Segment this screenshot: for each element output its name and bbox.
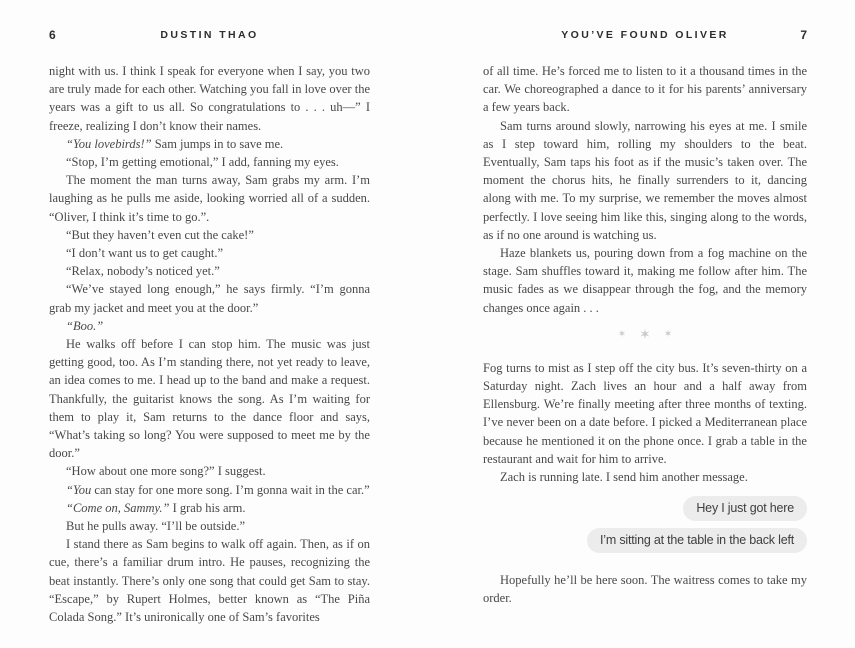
text-run: “I don’t want us to get caught.”	[66, 246, 224, 261]
paragraph	[483, 571, 807, 607]
paragraph	[483, 359, 807, 468]
scene-break-star-icon: ✶	[617, 328, 627, 340]
paragraph	[49, 62, 370, 135]
running-head: DUSTIN THAO	[160, 29, 259, 41]
paragraph	[49, 226, 370, 244]
text-run: of all time. He’s forced me to listen to it a thousand times in the car. We choreographed a dance to it for his parents’ anniversary a few years back.	[483, 64, 807, 115]
paragraph	[49, 280, 370, 316]
scene-break-star-icon: ✶	[663, 328, 673, 340]
italic-text-run: “Boo.”	[66, 318, 104, 333]
paragraph	[49, 262, 370, 280]
paragraph	[49, 535, 370, 626]
page-left	[0, 0, 427, 648]
text-run: Zach is running late. I send him another message.	[500, 470, 748, 485]
paragraph	[49, 153, 370, 171]
text-run: I grab his arm.	[169, 500, 246, 515]
paragraph	[49, 462, 370, 480]
text-run: “Relax, nobody’s noticed yet.”	[66, 264, 220, 279]
page-right	[427, 0, 855, 648]
running-header-right	[483, 29, 807, 42]
paragraph	[49, 171, 370, 226]
paragraph	[483, 244, 807, 317]
page-text	[49, 62, 370, 626]
text-run: “We’ve stayed long enough,” he says firmly. “I’m gonna grab my jacket and meet you at the door.”	[49, 282, 370, 315]
text-run: “Stop, I’m getting emotional,” I add, fanning my eyes.	[66, 155, 339, 170]
italic-text-run: “Come on, Sammy.”	[66, 500, 170, 515]
text-run: “But they haven’t even cut the cake!”	[66, 227, 254, 242]
text-run: can stay for one more song. I’m gonna wait in the car.”	[91, 482, 370, 497]
text-run: Sam turns around slowly, narrowing his eyes at me. I smile as I step toward him, rolling my shoulders to the beat. Eventually, Sam taps his foot as if the music’s taken over. The moment the chorus hits, he finally surrenders to it, dancing along with me. To my surprise, we remember the moves almost perfectly. I love seeing him like this, singing along to the words, as if no one around is watching us.	[483, 118, 807, 242]
running-header-left	[49, 29, 370, 42]
message-thread	[483, 496, 807, 553]
page-number: 7	[800, 28, 807, 42]
paragraph	[483, 62, 807, 117]
text-run: night with us. I think I speak for everyone when I say, you two are truly made for each other. Watching you fall in love over the years was a gift to us all. So congratulations to . . . uh—” I freeze, realizing I don’t know their names.	[49, 64, 370, 133]
paragraph	[49, 317, 370, 335]
text-run: Fog turns to mist as I step off the city bus. It’s seven-thirty on a Saturday night. Zach lives an hour and a half away from Ellensburg. We’re finally meeting after three months of texting. I’ve never been on a date before. I picked a Mediterranean place because he mentioned it on the phone once. I grab a table in the restaurant and wait for him to arrive.	[483, 360, 807, 466]
page-text	[483, 571, 807, 607]
scene-break-star-icon: ✶	[639, 326, 651, 343]
italic-text-run: “You lovebirds!”	[66, 136, 152, 151]
paragraph	[49, 517, 370, 535]
text-run: “How about one more song?” I suggest.	[66, 464, 266, 479]
italic-text-run: “You	[66, 482, 92, 497]
scene-break-divider	[483, 325, 807, 345]
text-run: Hopefully he’ll be here soon. The waitress comes to take my order.	[483, 573, 807, 606]
paragraph	[483, 117, 807, 244]
page-number: 6	[49, 28, 56, 42]
page-text	[483, 62, 807, 317]
running-head: YOU’VE FOUND OLIVER	[561, 29, 729, 41]
text-run: He walks off before I can stop him. The music was just getting good, too. As I’m standing there, not yet ready to leave, an idea comes to me. I head up to the band and make a request. Thankfully, the guitarist knows the song. As I’m waiting for them to play it, Sam returns to the dance floor and says, “What’s taking so long? You were supposed to meet me by the door.”	[49, 337, 370, 461]
paragraph	[483, 468, 807, 486]
paragraph	[49, 335, 370, 462]
paragraph	[49, 499, 370, 517]
text-run: But he pulls away. “I’ll be outside.”	[66, 519, 246, 534]
message-bubble: I’m sitting at the table in the back left	[587, 528, 807, 553]
text-run: Haze blankets us, pouring down from a fog machine on the stage. Sam shuffles toward it, making me follow after him. The music fades as we disappear through the fog, and the memory changes once again . . .	[483, 246, 807, 315]
text-run: Sam jumps in to save me.	[151, 136, 284, 151]
message-bubble: Hey I just got here	[683, 496, 807, 521]
page-text	[483, 359, 807, 486]
text-run: I stand there as Sam begins to walk off again. Then, as if on cue, there’s a familiar drum intro. He pauses, recognizing the beat instantly. There’s only one song that could get Sam to stay. “Escape,” by Rupert Holmes, better known as “The Piña Colada Song.” It’s unironically one of Sam’s favorites	[49, 537, 370, 625]
paragraph	[49, 135, 370, 153]
paragraph	[49, 481, 370, 499]
text-run: The moment the man turns away, Sam grabs my arm. I’m laughing as he pulls me aside, looking worried all of a sudden. “Oliver, I think it’s time to go.”.	[49, 173, 370, 224]
paragraph	[49, 244, 370, 262]
